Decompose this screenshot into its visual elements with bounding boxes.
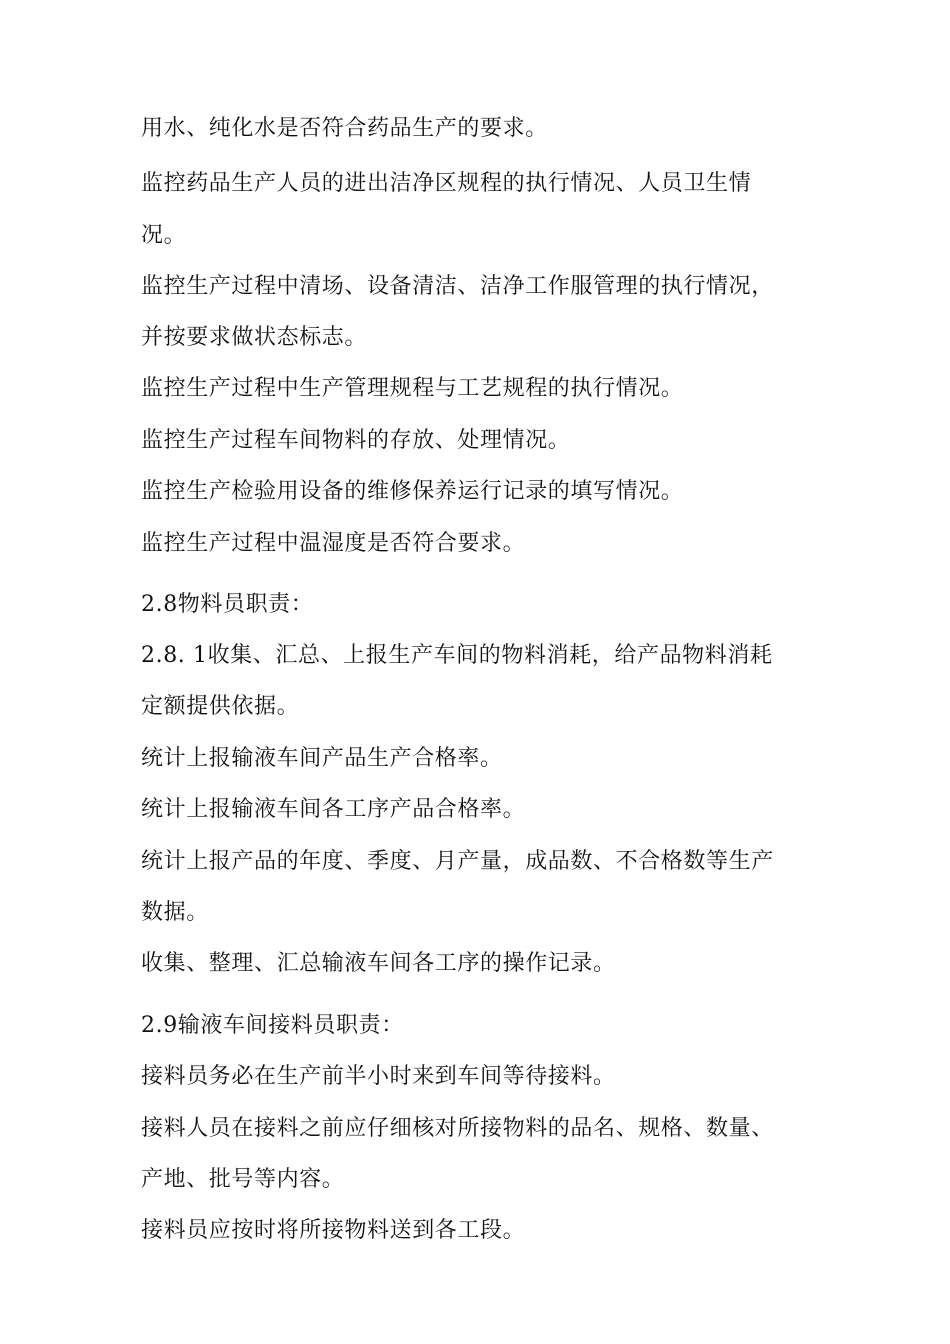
paragraph-line: 监控生产检验用设备的维修保养运行记录的填写情况。 [141, 479, 684, 504]
section-heading: 2.9输液车间接料员职责： [141, 1013, 404, 1038]
paragraph-line: 监控生产过程中清场、设备清洁、洁净工作服管理的执行情况， [141, 274, 774, 299]
paragraph-line: 接料员务必在生产前半小时来到车间等待接料。 [141, 1064, 616, 1089]
paragraph-line: 定额提供依据。 [141, 694, 300, 719]
paragraph-line: 监控生产过程中生产管理规程与工艺规程的执行情况。 [141, 376, 684, 401]
paragraph-line: 况。 [141, 223, 187, 248]
paragraph-line: 监控生产过程车间物料的存放、处理情况。 [141, 428, 571, 453]
paragraph-line: 并按要求做状态标志。 [141, 325, 368, 350]
section-heading: 2.8物料员职责： [141, 592, 314, 617]
paragraph-line: 统计上报输液车间产品生产合格率。 [141, 746, 503, 771]
paragraph-line: 用水、纯化水是否符合药品生产的要求。 [141, 116, 548, 141]
paragraph-line: 监控生产过程中温湿度是否符合要求。 [141, 531, 526, 556]
paragraph-line: 收集、整理、汇总输液车间各工序的操作记录。 [141, 951, 616, 976]
paragraph-line: 统计上报输液车间各工序产品合格率。 [141, 797, 526, 822]
paragraph-line: 监控药品生产人员的进出洁净区规程的执行情况、人员卫生情 [141, 171, 752, 196]
paragraph-line: 统计上报产品的年度、季度、月产量，成品数、不合格数等生产 [141, 849, 774, 874]
paragraph-line: 接料人员在接料之前应仔细核对所接物料的品名、规格、数量、 [141, 1116, 774, 1141]
paragraph-line: 数据。 [141, 900, 209, 925]
paragraph-line: 2.8. 1收集、汇总、上报生产车间的物料消耗，给产品物料消耗 [141, 643, 773, 668]
paragraph-line: 接料员应按时将所接物料送到各工段。 [141, 1218, 526, 1243]
paragraph-line: 产地、批号等内容。 [141, 1167, 345, 1192]
